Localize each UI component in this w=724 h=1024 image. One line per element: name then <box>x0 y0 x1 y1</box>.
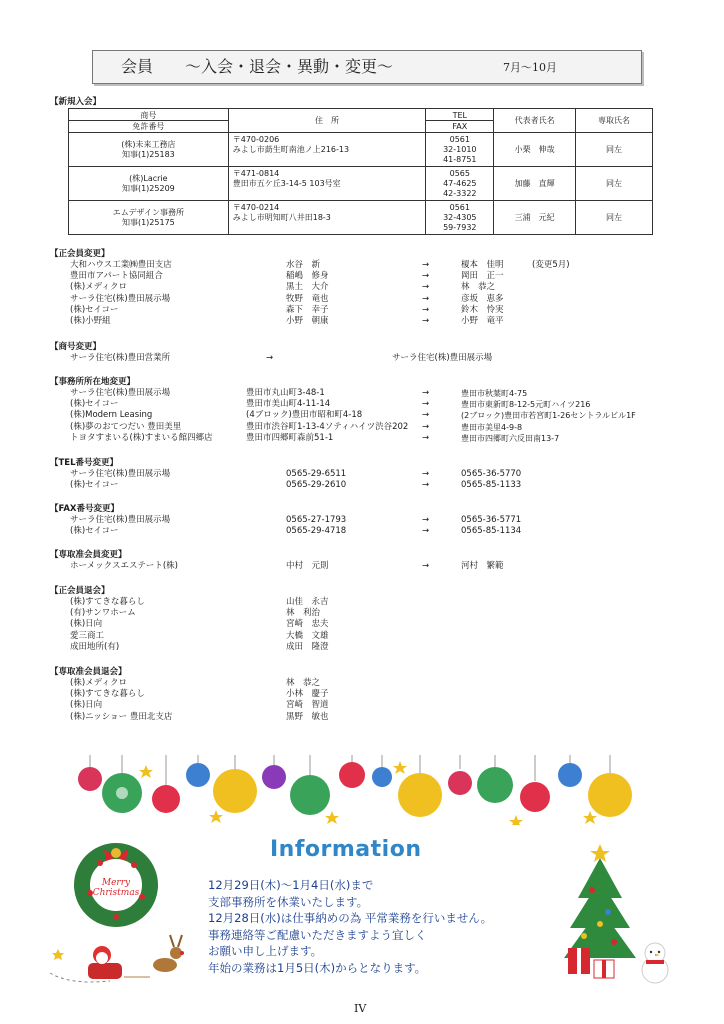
old-rep: 黒土 大介 <box>286 282 329 293</box>
old-address: 豊田市渋谷町1-13-4ソティハイツ渋谷202 <box>246 421 409 432</box>
ornament-garland-illustration <box>70 755 650 825</box>
change-note: (変更5月) <box>532 260 570 270</box>
header-fax: FAX <box>452 121 468 131</box>
old-rep: 水谷 新 <box>286 260 321 270</box>
arrow: → <box>422 260 430 270</box>
table-row <box>69 133 653 167</box>
member-rep: 三浦 元紀 <box>494 201 576 235</box>
ornament-icon <box>372 755 392 787</box>
old-rep: 牧野 竜也 <box>286 293 329 304</box>
arrow: → <box>422 421 430 432</box>
company-name: (株)メディクロ <box>70 678 127 688</box>
information-body <box>208 877 492 977</box>
member-tel-area: 0561 <box>449 134 470 144</box>
member-license: 知事(1)25175 <box>121 217 175 227</box>
company-name: サーラ住宅(株)豊田展示場 <box>70 388 171 398</box>
address-changes-old <box>246 388 408 444</box>
ornament-icon <box>152 755 180 813</box>
member-name: (株)Lacrie <box>129 173 168 183</box>
wreath-text-merry: Merry <box>101 878 131 888</box>
old-rep: 小野 朝康 <box>286 316 329 327</box>
wreath-text-christmas: Christmas <box>92 888 140 898</box>
old-rep: 森下 幸子 <box>286 304 329 315</box>
new-rep: 林 恭之 <box>461 282 496 293</box>
company-name: (株)Modern Leasing <box>70 410 153 421</box>
arrow: → <box>422 480 430 491</box>
company-name: (株)ニッショー 豊田北支店 <box>70 711 173 722</box>
reindeer-icon <box>153 958 177 972</box>
company-name: (株)小野組 <box>70 316 111 327</box>
company-name: (株)セイコー <box>70 304 119 315</box>
old-address: 豊田市美山町4-11-14 <box>246 399 331 410</box>
company-name: (株)すてきな暮らし <box>70 689 145 700</box>
member-address-cell <box>228 133 426 167</box>
arrow: → <box>422 388 430 398</box>
old-fax: 0565-29-4718 <box>286 526 347 537</box>
member-tel-cell <box>426 201 494 235</box>
header-rep: 代表者氏名 <box>494 109 576 133</box>
section-title-name-change: 【商号変更】 <box>50 342 102 352</box>
fax-changes-old <box>286 515 346 537</box>
new-tel: 0565-85-1133 <box>461 480 522 491</box>
member-address: みよし市莇生町南池ノ上216-13 <box>232 145 350 154</box>
company-name: (株)日向 <box>70 700 103 711</box>
page-header-banner <box>92 50 642 84</box>
member-tel-area: 0561 <box>449 202 470 212</box>
person-name: 山佳 永吉 <box>286 597 329 607</box>
new-fax: 0565-36-5771 <box>461 515 522 525</box>
company-name: (株)セイコー <box>70 480 119 491</box>
withdrawals-persons <box>286 597 329 653</box>
fax-changes-arrows <box>422 515 429 537</box>
member-tel: 32-4305 <box>443 212 477 222</box>
member-fax: 41-8751 <box>443 154 477 164</box>
company-name: (株)セイコー <box>70 399 119 410</box>
fax-changes-names <box>70 515 170 537</box>
arrow: → <box>422 410 430 421</box>
member-tel-area: 0565 <box>449 168 470 178</box>
old-tel: 0565-29-2610 <box>286 480 347 491</box>
arrow: → <box>422 304 430 315</box>
old-company-name: サーラ住宅(株)豊田営業所 <box>70 353 171 363</box>
company-name: 豊田市アパート協同組合 <box>70 271 163 282</box>
new-address: (2ブロック)豊田市若宮町1-26セントラルビル1F <box>461 411 636 421</box>
person-name: 黒野 敏也 <box>286 711 329 722</box>
new-address: 豊田市東新町8-12-5元町ハイツ216 <box>461 400 591 410</box>
rep-changes-names <box>70 260 172 327</box>
snowman-illustration <box>635 940 675 985</box>
old-rep: 稲嶋 修身 <box>286 271 329 282</box>
member-zip: 〒470-0206 <box>232 135 280 144</box>
ornament-icon <box>477 755 513 803</box>
member-fax: 42-3322 <box>443 188 477 198</box>
new-rep: 鈴木 怜実 <box>461 304 504 315</box>
company-name: サーラ住宅(株)豊田展示場 <box>70 293 171 304</box>
christmas-tree-illustration <box>560 838 640 983</box>
bell-icon <box>111 848 121 858</box>
member-zip: 〒471-0814 <box>232 169 280 178</box>
member-license: 知事(1)25209 <box>121 183 175 193</box>
member-agent: 同左 <box>576 133 653 167</box>
member-name-cell <box>69 201 229 235</box>
new-company-name: サーラ住宅(株)豊田展示場 <box>392 353 493 363</box>
address-changes-arrows <box>422 388 429 444</box>
page-number: IV <box>354 1002 367 1015</box>
company-name: 成田地所(有) <box>70 641 120 652</box>
new-address: 豊田市四郷町六反田南13-7 <box>461 433 560 443</box>
member-address: みよし市明知町八井田18-3 <box>232 213 331 222</box>
header-license: 免許番号 <box>132 121 165 131</box>
ornament-icon <box>558 755 582 787</box>
member-tel: 47-4625 <box>443 178 477 188</box>
new-members-table <box>68 108 653 235</box>
page-title: 会員 ～入会・退会・異動・変更～ <box>121 57 394 76</box>
info-line: 事務連絡等ご配慮いただきますよう宜しく <box>208 927 427 942</box>
ornament-icon <box>398 755 442 817</box>
rep-changes-new <box>461 260 504 327</box>
new-address: 豊田市美里4-9-8 <box>461 422 523 432</box>
ornament-icon <box>290 755 330 815</box>
new-tel: 0565-36-5770 <box>461 469 522 479</box>
arrow: → <box>422 316 430 327</box>
company-name: (株)セイコー <box>70 526 119 537</box>
member-name-cell <box>69 133 229 167</box>
arrow: → <box>422 293 430 304</box>
tel-changes-old <box>286 469 346 491</box>
section-title-new-members: 【新規入会】 <box>50 97 102 107</box>
address-changes-names <box>70 388 213 444</box>
new-rep: 小野 竜平 <box>461 316 504 327</box>
ornament-icon <box>78 755 102 791</box>
old-address: (4ブロック)豊田市昭和町4-18 <box>246 410 363 421</box>
header-agent: 専取氏名 <box>576 109 653 133</box>
old-tel: 0565-29-6511 <box>286 469 347 479</box>
person-name: 成田 隆澄 <box>286 641 329 652</box>
company-name: サーラ住宅(株)豊田展示場 <box>70 515 171 525</box>
person-name: 宮崎 智道 <box>286 700 329 711</box>
header-name-license <box>69 109 229 133</box>
company-name: ホーメックスエステート(株) <box>70 561 178 571</box>
sleigh-icon <box>88 963 122 979</box>
new-rep: 榎本 佳明 <box>461 260 504 270</box>
member-agent: 同左 <box>576 201 653 235</box>
new-rep: 岡田 正一 <box>461 271 504 282</box>
section-title-rep-changes: 【正会員変更】 <box>50 249 110 259</box>
info-line: お願い申し上げます。 <box>208 944 323 959</box>
section-title-address-changes: 【事務所所在地変更】 <box>50 377 136 387</box>
tel-changes-names <box>70 469 170 491</box>
new-agent: 河村 繁範 <box>461 561 504 571</box>
member-rep: 小栗 伸哉 <box>494 133 576 167</box>
arrow: → <box>422 515 430 525</box>
santa-sleigh-illustration <box>40 925 190 995</box>
member-fax: 59-7932 <box>443 222 477 232</box>
arrow: → <box>422 469 430 479</box>
arrow: → <box>266 353 274 363</box>
member-license: 知事(1)25183 <box>121 149 175 159</box>
section-title-agent-change: 【専取准会員変更】 <box>50 550 127 560</box>
member-rep: 加藤 直輝 <box>494 167 576 201</box>
member-name: エムデザイン事務所 <box>112 207 184 217</box>
header-tel-fax <box>426 109 494 133</box>
header-address: 住 所 <box>228 109 426 133</box>
period-label: 7月～10月 <box>503 61 557 74</box>
rep-changes-old <box>286 260 329 327</box>
information-title: Information <box>270 837 422 862</box>
withdrawals-names <box>70 597 145 653</box>
member-tel-cell <box>426 133 494 167</box>
ornament-icon <box>588 755 632 817</box>
company-name: (株)すてきな暮らし <box>70 597 145 607</box>
member-tel-cell <box>426 167 494 201</box>
arrow: → <box>422 432 430 443</box>
company-name: 愛三商工 <box>70 630 105 641</box>
agent-withdrawals-persons <box>286 678 329 723</box>
old-fax: 0565-27-1793 <box>286 515 347 525</box>
company-name: (有)サンワホーム <box>70 608 136 619</box>
section-title-fax-changes: 【FAX番号変更】 <box>50 504 119 514</box>
info-line: 12月28日(水)は仕事納めの為 平常業務を行いません。 <box>208 911 493 926</box>
old-address: 豊田市四郷町森前51-1 <box>246 432 334 443</box>
ornament-icon <box>186 755 210 787</box>
arrow: → <box>422 271 430 282</box>
info-line: 支部事務所を休業いたします。 <box>208 894 369 909</box>
member-name-cell <box>69 167 229 201</box>
ornament-icon <box>262 755 286 789</box>
arrow: → <box>422 526 430 537</box>
info-line: 年始の業務は1月5日(木)からとなります。 <box>208 960 427 975</box>
company-name: (株)夢のおてつだい 豊田美里 <box>70 421 182 432</box>
person-name: 宮崎 忠夫 <box>286 619 329 630</box>
person-name: 林 恭之 <box>286 678 321 688</box>
company-name: (株)メディクロ <box>70 282 127 293</box>
member-tel: 32-1010 <box>443 144 477 154</box>
member-name: (株)未来工務店 <box>121 139 176 149</box>
ornament-icon <box>339 755 365 788</box>
section-title-agent-withdrawals: 【専取准会員退会】 <box>50 667 127 677</box>
section-title-tel-changes: 【TEL番号変更】 <box>50 458 119 468</box>
member-address: 豊田市五ケ丘3-14-5 103号室 <box>232 179 341 188</box>
old-agent: 中村 元則 <box>286 561 329 571</box>
member-zip: 〒470-0214 <box>232 203 280 212</box>
ornament-icon <box>102 755 142 813</box>
person-name: 林 利治 <box>286 608 321 619</box>
tel-changes-new <box>461 469 521 491</box>
section-title-withdrawals: 【正会員退会】 <box>50 586 110 596</box>
member-agent: 同左 <box>576 167 653 201</box>
ornament-icon <box>213 755 257 813</box>
person-name: 大橋 文雄 <box>286 630 329 641</box>
arrow: → <box>422 282 430 293</box>
ornament-icon <box>448 755 472 795</box>
company-name: トヨタすまいる(株)すまいる館四郷店 <box>70 432 213 443</box>
rep-changes-arrows <box>422 260 429 327</box>
header-name: 商号 <box>69 110 228 121</box>
new-rep: 彦坂 恵多 <box>461 293 504 304</box>
ornament-icon <box>520 755 550 812</box>
arrow: → <box>422 561 430 571</box>
new-address: 豊田市秋葉町4-75 <box>461 389 528 398</box>
address-changes-new <box>461 388 636 444</box>
table-row <box>69 167 653 201</box>
company-name: (株)日向 <box>70 619 103 630</box>
member-address-cell <box>228 201 426 235</box>
info-line: 12月29日(木)～1月4日(水)まで <box>208 878 374 892</box>
christmas-wreath-illustration <box>70 835 162 927</box>
new-fax: 0565-85-1134 <box>461 526 522 537</box>
member-address-cell <box>228 167 426 201</box>
person-name: 小林 慶子 <box>286 689 329 700</box>
tel-changes-arrows <box>422 469 429 491</box>
company-name: 大和ハウス工業㈱豊田支店 <box>70 260 172 270</box>
company-name: サーラ住宅(株)豊田展示場 <box>70 469 171 479</box>
fax-changes-new <box>461 515 521 537</box>
arrow: → <box>422 399 430 410</box>
table-row <box>69 201 653 235</box>
agent-withdrawals-names <box>70 678 172 723</box>
header-tel: TEL <box>426 110 493 121</box>
old-address: 豊田市丸山町3-48-1 <box>246 388 325 398</box>
